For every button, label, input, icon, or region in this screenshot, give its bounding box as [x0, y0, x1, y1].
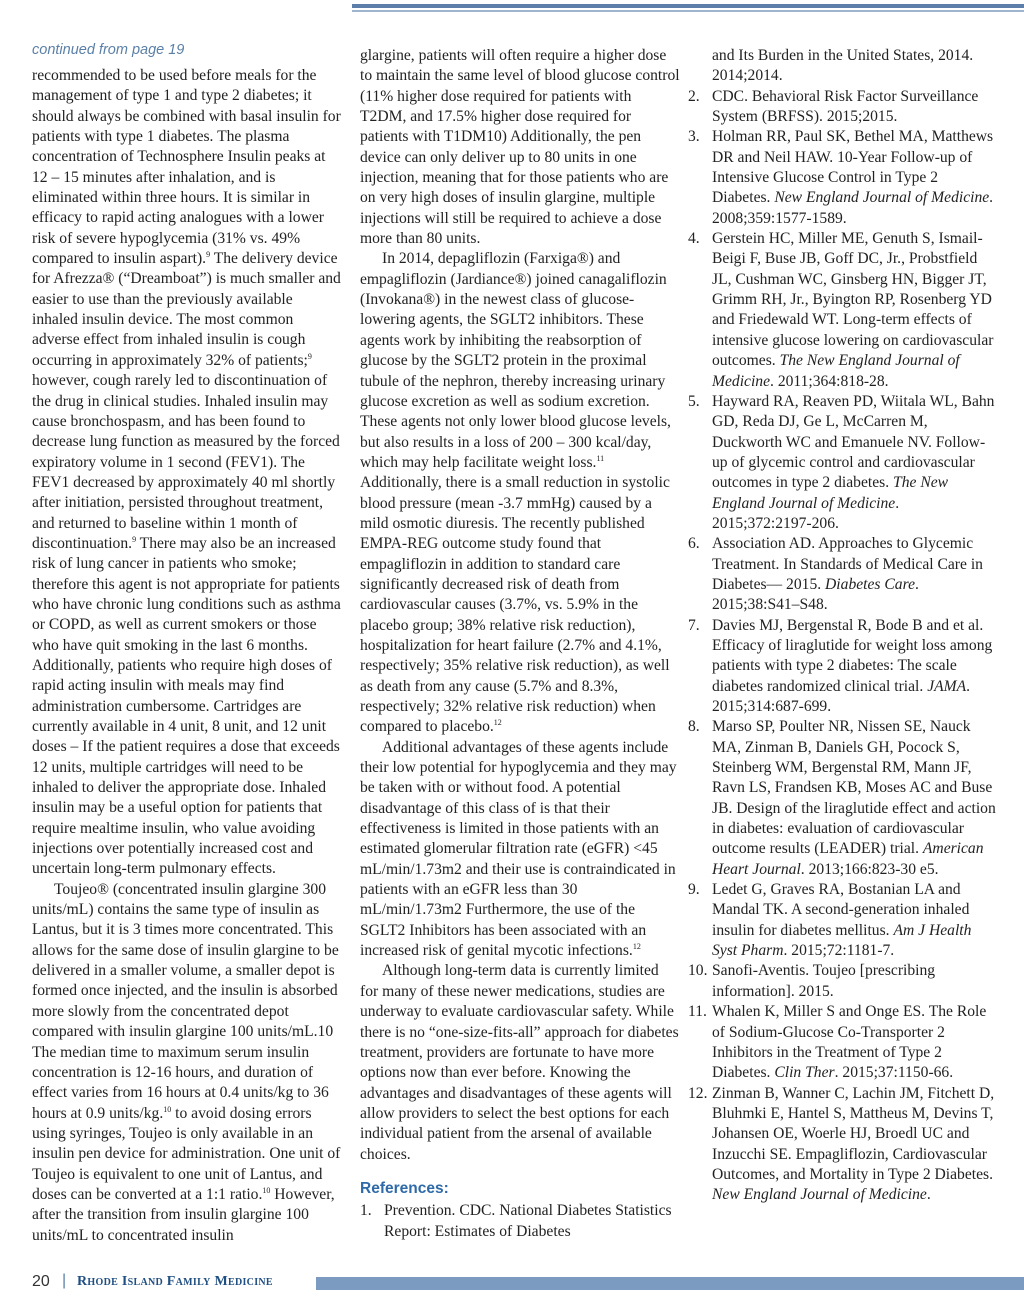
reference-number: 1.	[360, 1202, 372, 1220]
text-run: . 2015;314:687-699.	[712, 677, 971, 715]
paragraph	[360, 961, 680, 1164]
references-list-part-3	[688, 87, 1000, 1206]
text-run: Association AD. Approaches to Glycemic Treatment. In Standards of Medical Care in Diabetes— 2015.	[712, 535, 983, 593]
reference-number: 6.	[688, 535, 700, 553]
text-run: However, after the transition from insulin glargine 100 units/mL to concentrated insulin	[32, 1185, 335, 1244]
column-2	[360, 46, 680, 1242]
reference-number: 3.	[688, 128, 700, 146]
text-run: Whalen K, Miller S and Onge ES. The Role of Sodium-Glucose Co-Transporter 2 Inhibitors in the Treatment of Type 2 Diabetes.	[712, 1003, 987, 1082]
citation-superscript: 12	[632, 942, 641, 952]
journal-title: The New England Journal of Medicine	[712, 352, 960, 390]
text-run: recommended to be used before meals for the management of type 1 and type 2 diabetes; it should always be combined with basal insulin for patients with type 1 diabetes. The plasma concentration of Technosphere Insulin peaks at 12 – 15 minutes after inhalation, and is eliminated within three hours. It is similar in efficacy to rapid acting analogues with a lower risk of severe hypoglycemia (31% vs. 49% compared to insulin aspart).	[32, 67, 341, 268]
text-run: Sanofi-Aventis. Toujeo [prescribing information]. 2015.	[712, 962, 936, 1000]
text-run: Davies MJ, Bergenstal R, Bode B and et al. Efficacy of liraglutide for weight loss among patients with type 2 diabetes: The scale diabetes randomized clinical trial.	[712, 616, 993, 695]
reference-item	[688, 880, 1000, 961]
footer-separator: |	[62, 1272, 67, 1289]
text-run: The delivery device for Afrezza® (“Dreamboat”) is much smaller and easier to use than the previously available inhaled insulin device. The most common adverse effect from inhaled insulin is cough occurring in approximately 32% of patients;	[32, 250, 341, 369]
reference-item	[688, 534, 1000, 615]
reference-item	[688, 1084, 1000, 1206]
citation-superscript: 9	[206, 250, 211, 260]
reference-item	[688, 229, 1000, 392]
text-run: . 2011;364:818-28.	[770, 372, 889, 390]
text-run: Ledet G, Graves RA, Bostanian LA and Mandal TK. A second-generation inhaled insulin for diabetes mellitus.	[712, 881, 970, 939]
column-1-body	[32, 66, 342, 1246]
citation-superscript: 9	[132, 534, 137, 544]
journal-title: New England Journal of Medicine	[712, 1186, 927, 1204]
reference-number: 7.	[688, 616, 700, 634]
reference-number: 12.	[688, 1084, 708, 1102]
text-run: Hayward RA, Reaven PD, Wiitala WL, Bahn GD, Reda DJ, Ge L, McCarren M, Duckworth WC and Emanuele NV. Follow-up of glycemic control and cardiovascular outcomes in type 2 diabetes.	[712, 392, 995, 492]
journal-title: Clin Ther	[774, 1064, 835, 1082]
citation-superscript: 10	[262, 1185, 271, 1195]
reference-item	[688, 87, 1000, 128]
text-run: to avoid dosing errors using syringes, Toujeo is only available in an insulin pen device for administration. One unit of Toujeo is equivalent to one unit of Lantus, and doses can be converted at a 1:1 ratio.	[32, 1104, 341, 1203]
column-1	[32, 40, 342, 1246]
text-run: . 2015;38:S41–S48.	[712, 575, 919, 614]
text-run: In 2014, depagliflozin (Farxiga®) and empagliflozin (Jardiance®) joined canagaliflozin (Invokana®) in the newest class of glucose-lowering agents, the SGLT2 inhibitors. These agents work by inhibiting the reabsorption of glucose by the SGLT2 protein in the proximal tubule of the nephron, thereby increasing urinary glucose excretion as well as sodium excretion. These agents not only lower blood glucose levels, but also results in a loss of 200 – 300 kcal/day, which may help facilitate weight loss.	[360, 250, 671, 471]
text-run: Gerstein HC, Miller ME, Genuth S, Ismail-Beigi F, Buse JB, Goff DC, Jr., Probstfield JL, Cushman WC, Ginsberg HN, Bigger JT, Grimm RH, Jr., Byington RP, Rosenberg YD and Friedewald WT. Long-term effects of intensive glucose lowering on cardiovascular outcomes.	[712, 230, 994, 370]
reference-number: 8.	[688, 718, 700, 736]
reference-continuation	[688, 46, 1000, 87]
references-list-part-1	[360, 1201, 680, 1242]
text-run: Prevention. CDC. National Diabetes Statistics Report: Estimates of Diabetes	[384, 1202, 672, 1240]
references-heading: References:	[360, 1179, 449, 1197]
paragraph	[360, 738, 680, 962]
citation-superscript: 12	[493, 718, 502, 728]
journal-title: Am J Health Syst Pharm	[712, 921, 972, 960]
journal-title: JAMA	[927, 677, 967, 695]
column-3	[688, 46, 1000, 1206]
reference-item	[688, 392, 1000, 534]
reference-item	[360, 1201, 680, 1242]
reference-1-continued-text: and Its Burden in the United States, 2014. 2014;2014.	[712, 47, 974, 85]
text-run: . 2015;37:1150-66.	[834, 1064, 954, 1082]
reference-number: 11.	[688, 1003, 707, 1021]
footer-bar	[316, 1277, 1024, 1290]
top-stripe	[352, 4, 1024, 8]
reference-number: 4.	[688, 230, 700, 248]
reference-item	[688, 127, 1000, 229]
publication-name: Rhode Island Family Medicine	[77, 1274, 273, 1289]
citation-superscript: 9	[307, 351, 312, 361]
reference-number: 10.	[688, 962, 708, 980]
reference-item	[688, 961, 1000, 1002]
text-run: CDC. Behavioral Risk Factor Surveillance System (BRFSS). 2015;2015.	[712, 87, 979, 126]
journal-title: New England Journal of Medicine	[774, 189, 990, 207]
reference-item	[688, 1002, 1000, 1083]
journal-title: Diabetes Care	[825, 575, 915, 593]
text-run: Although long-term data is currently limited for many of these newer medications, studies are underway to evaluate cardiovascular safety. While there is no “one-size-fits-all” approach for diabetes treatment, providers are fortunate to have more options now than ever before. Knowing the advantages and disadvantages of these agents will allow providers to select the best options for each individual patient from the arsenal of available choices.	[360, 962, 679, 1163]
page-footer	[0, 1270, 1024, 1300]
text-run: . 2013;166:823-30 e5.	[800, 860, 939, 878]
text-run: . 2008;359:1577-1589.	[712, 189, 994, 227]
page-number: 20	[32, 1273, 50, 1290]
text-run: .	[926, 1186, 931, 1204]
text-run: . 2015;72:1181-7.	[783, 942, 895, 960]
text-run: . 2015;372:2197-206.	[712, 494, 900, 532]
text-run: Additionally, there is a small reduction in systolic blood pressure (mean -3.7 mmHg) caused by a mild osmotic diuresis. The recently published EMPA-REG outcome study found that empagliflozin in addition to standard care significantly decreased risk of death from cardiovascular causes (3.7%, vs. 5.9% in the placebo group; 38% relative risk reduction), hospitalization for heart failure (2.7% and 4.1%, respectively; 35% relative risk reduction), as well as death from any cause (5.7% and 8.3%, respectively; 32% relative risk reduction) when compared to placebo.	[360, 474, 670, 736]
text-run: Holman RR, Paul SK, Bethel MA, Matthews DR and Neil HAW. 10-Year Follow-up of Intensive Glucose Control in Type 2 Diabetes.	[712, 128, 994, 207]
text-run: Zinman B, Wanner C, Lachin JM, Fitchett D, Bluhmki E, Hantel S, Mattheus M, Devins T, Johansen OE, Woerle HJ, Broedl UC and Inzucchi SE. Empagliflozin, Cardiovascular Outcomes, and Mortality in Type 2 Diabetes.	[712, 1084, 995, 1183]
paragraph	[32, 880, 342, 1246]
text-run: Additional advantages of these agents include their low potential for hypoglycemia and they may be taken with or without food. A potential disadvantage of this class of is that their effectiveness is limited in those patients with an estimated glomerular filtration rate (eGFR) <45 mL/min/1.73m2 and their use is contraindicated in patients with an eGFR less than 30 mL/min/1.73m2 Furthermore, the use of the SGLT2 Inhibitors has been associated with an increased risk of genital mycotic infections.	[360, 738, 677, 960]
reference-number: 9.	[688, 881, 700, 899]
journal-title: The New England Journal of Medicine	[712, 474, 949, 512]
text-run: Toujeo® (concentrated insulin glargine 300 units/mL) contains the same type of insulin as Lantus, but it is 3 times more concentrated. This allows for the same dose of insulin glargine to be delivered in a smaller volume, a smaller depot is formed once injected, and the insulin is absorbed more slowly from the concentrated depot compared with insulin glargine 100 units/mL.10 The median time to maximum serum insulin concentration is 12-16 hours, and duration of effect varies from 16 hours at 0.4 units/kg to 36 hours at 0.9 units/kg.	[32, 880, 339, 1122]
paragraph	[32, 66, 342, 880]
paragraph	[360, 249, 680, 737]
continued-note: continued from page 19	[32, 42, 185, 58]
reference-number: 2.	[688, 87, 700, 105]
text-run: There may also be an increased risk of lung cancer in patients who smoke; therefore this agent is not appropriate for patients who have chronic lung conditions such as asthma or COPD, as well as current smokers or those who have quit smoking in the last 6 months. Additionally, patients who require high doses of rapid acting insulin with meals may find administration cumbersome. Cartridges are currently available in 4 unit, 8 unit, and 12 unit doses – If the patient requires a dose that exceeds 12 units, multiple cartridges will need to be inhaled to deliver the appropriate dose. Inhaled insulin may be a useful option for patients that require mealtime insulin, who value avoiding injections over potentially increased cost and uncertain long-term pulmonary effects.	[32, 534, 341, 878]
text-run: Marso SP, Poulter NR, Nissen SE, Nauck MA, Zinman B, Daniels GH, Pocock S, Steinberg WM, Bergenstal RM, Mann JF, Ravn LS, Frandsen KB, Moses AC and Buse JB. Design of the liraglutide effect and action in diabetes: evaluation of cardiovascular outcome results (LEADER) trial.	[712, 718, 996, 858]
top-decorative-bar	[0, 0, 1024, 20]
citation-superscript: 10	[163, 1104, 172, 1114]
paragraph	[360, 46, 680, 249]
references-list-part-2	[688, 46, 1000, 87]
column-2-body	[360, 46, 680, 1165]
reference-item	[688, 717, 1000, 880]
top-stripe-thin	[352, 10, 1024, 12]
reference-number: 5.	[688, 392, 700, 410]
reference-item	[688, 616, 1000, 718]
text-run: glargine, patients will often require a higher dose to maintain the same level of blood glucose control (11% higher dose required for patients with T2DM, and 17.5% higher dose required for patients with T1DM10) Additionally, the pen device can only deliver up to 80 units in one injection, meaning that for those patients who are on very high doses of insulin glargine, multiple injections will still be required to achieve a dose more than 80 units.	[360, 47, 680, 248]
citation-superscript: 11	[596, 453, 605, 463]
text-run: however, cough rarely led to discontinuation of the drug in clinical studies. Inhaled insulin may cause bronchospasm, and has been found to decrease lung function as measured by the forced expiratory volume in 1 second (FEV1). The FEV1 decreased by approximately 40 ml shortly after initiation, persisted throughout treatment, and returned to baseline within 1 month of discontinuation.	[32, 372, 340, 552]
journal-title: American Heart Journal	[712, 840, 984, 878]
